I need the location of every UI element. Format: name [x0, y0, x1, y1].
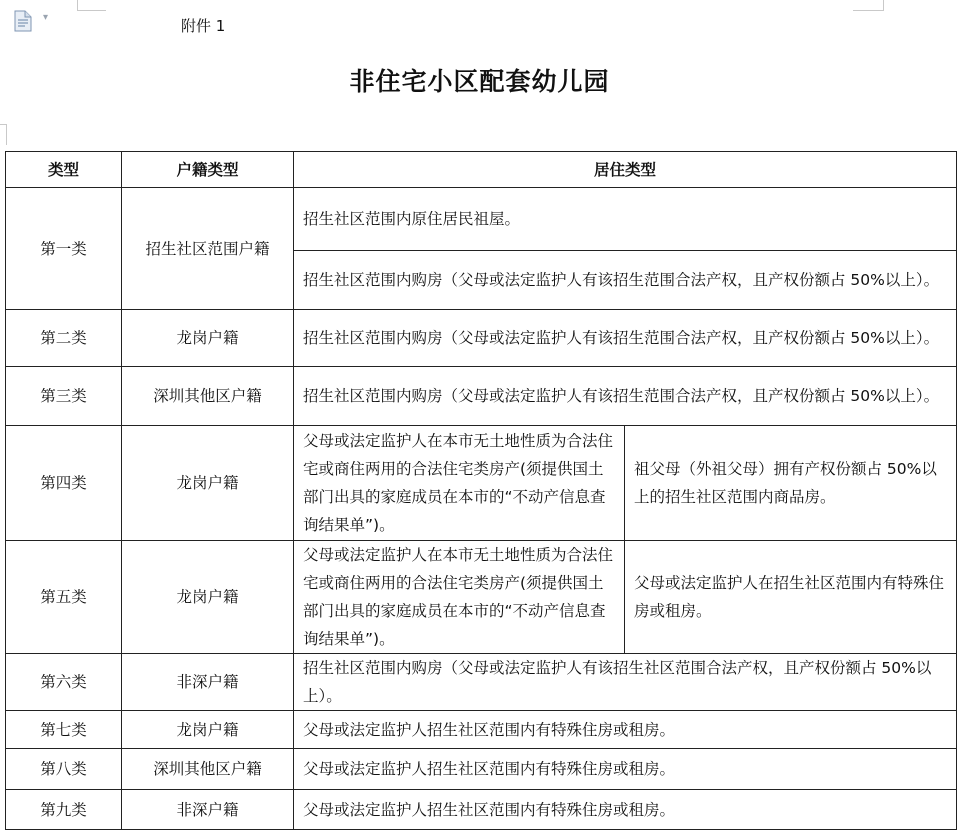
household-cell: 深圳其他区户籍	[122, 367, 294, 426]
table-row	[6, 790, 957, 830]
page-title: 非住宅小区配套幼儿园	[349, 67, 610, 96]
household-cell: 龙岗户籍	[122, 426, 294, 541]
type-cell: 第二类	[6, 310, 122, 367]
household-cell: 龙岗户籍	[122, 541, 294, 654]
residence-cell: 招生社区范围内购房（父母或法定监护人有该招生社区范围合法产权，且产权份额占 50%以上）。	[294, 654, 957, 711]
table-header-row	[6, 152, 957, 188]
type-cell: 第九类	[6, 790, 122, 830]
type-cell: 第六类	[6, 654, 122, 711]
table-row	[6, 541, 957, 654]
type-cell: 第八类	[6, 749, 122, 790]
crop-mark-left	[77, 0, 106, 11]
residence-left-cell: 父母或法定监护人在本市无土地性质为合法住宅或商住两用的合法住宅类房产(须提供国土部门出具的家庭成员在本市的“不动产信息查询结果单”)。	[294, 426, 625, 541]
residence-cell: 父母或法定监护人招生社区范围内有特殊住房或租房。	[294, 749, 957, 790]
household-cell: 龙岗户籍	[122, 711, 294, 749]
header-residence: 居住类型	[294, 152, 957, 188]
type-cell: 第一类	[6, 188, 122, 310]
residence-left-cell: 父母或法定监护人在本市无土地性质为合法住宅或商住两用的合法住宅类房产(须提供国土部门出具的家庭成员在本市的“不动产信息查询结果单”)。	[294, 541, 625, 654]
type-cell: 第四类	[6, 426, 122, 541]
residence-cell: 招生社区范围内原住居民祖屋。	[294, 188, 957, 251]
table-row	[6, 426, 957, 541]
document-icon[interactable]	[12, 10, 34, 32]
table-row	[6, 749, 957, 790]
table-row	[6, 310, 957, 367]
type-cell: 第五类	[6, 541, 122, 654]
table-row	[6, 711, 957, 749]
residence-cell: 招生社区范围内购房（父母或法定监护人有该招生范围合法产权，且产权份额占 50%以上）。	[294, 310, 957, 367]
attachment-label: 附件 1	[181, 17, 226, 35]
residence-cell: 父母或法定监护人招生社区范围内有特殊住房或租房。	[294, 711, 957, 749]
residence-cell: 父母或法定监护人招生社区范围内有特殊住房或租房。	[294, 790, 957, 830]
residence-cell: 招生社区范围内购房（父母或法定监护人有该招生范围合法产权，且产权份额占 50%以上）。	[294, 251, 957, 310]
margin-mark	[0, 124, 7, 145]
table-row	[6, 367, 957, 426]
type-cell: 第七类	[6, 711, 122, 749]
residence-right-cell: 祖父母（外祖父母）拥有产权份额占 50%以上的招生社区范围内商品房。	[625, 426, 957, 541]
residence-right-cell: 父母或法定监护人在招生社区范围内有特殊住房或租房。	[625, 541, 957, 654]
enrollment-table	[5, 151, 957, 830]
header-household: 户籍类型	[122, 152, 294, 188]
type-cell: 第三类	[6, 367, 122, 426]
household-cell: 招生社区范围户籍	[122, 188, 294, 310]
household-cell: 龙岗户籍	[122, 310, 294, 367]
residence-cell: 招生社区范围内购房（父母或法定监护人有该招生范围合法产权，且产权份额占 50%以上）。	[294, 367, 957, 426]
table-row	[6, 654, 957, 711]
header-type: 类型	[6, 152, 122, 188]
household-cell: 非深户籍	[122, 654, 294, 711]
table-row	[6, 188, 957, 251]
household-cell: 非深户籍	[122, 790, 294, 830]
crop-mark-right	[853, 0, 884, 11]
household-cell: 深圳其他区户籍	[122, 749, 294, 790]
dropdown-caret-icon[interactable]: ▾	[43, 12, 49, 23]
